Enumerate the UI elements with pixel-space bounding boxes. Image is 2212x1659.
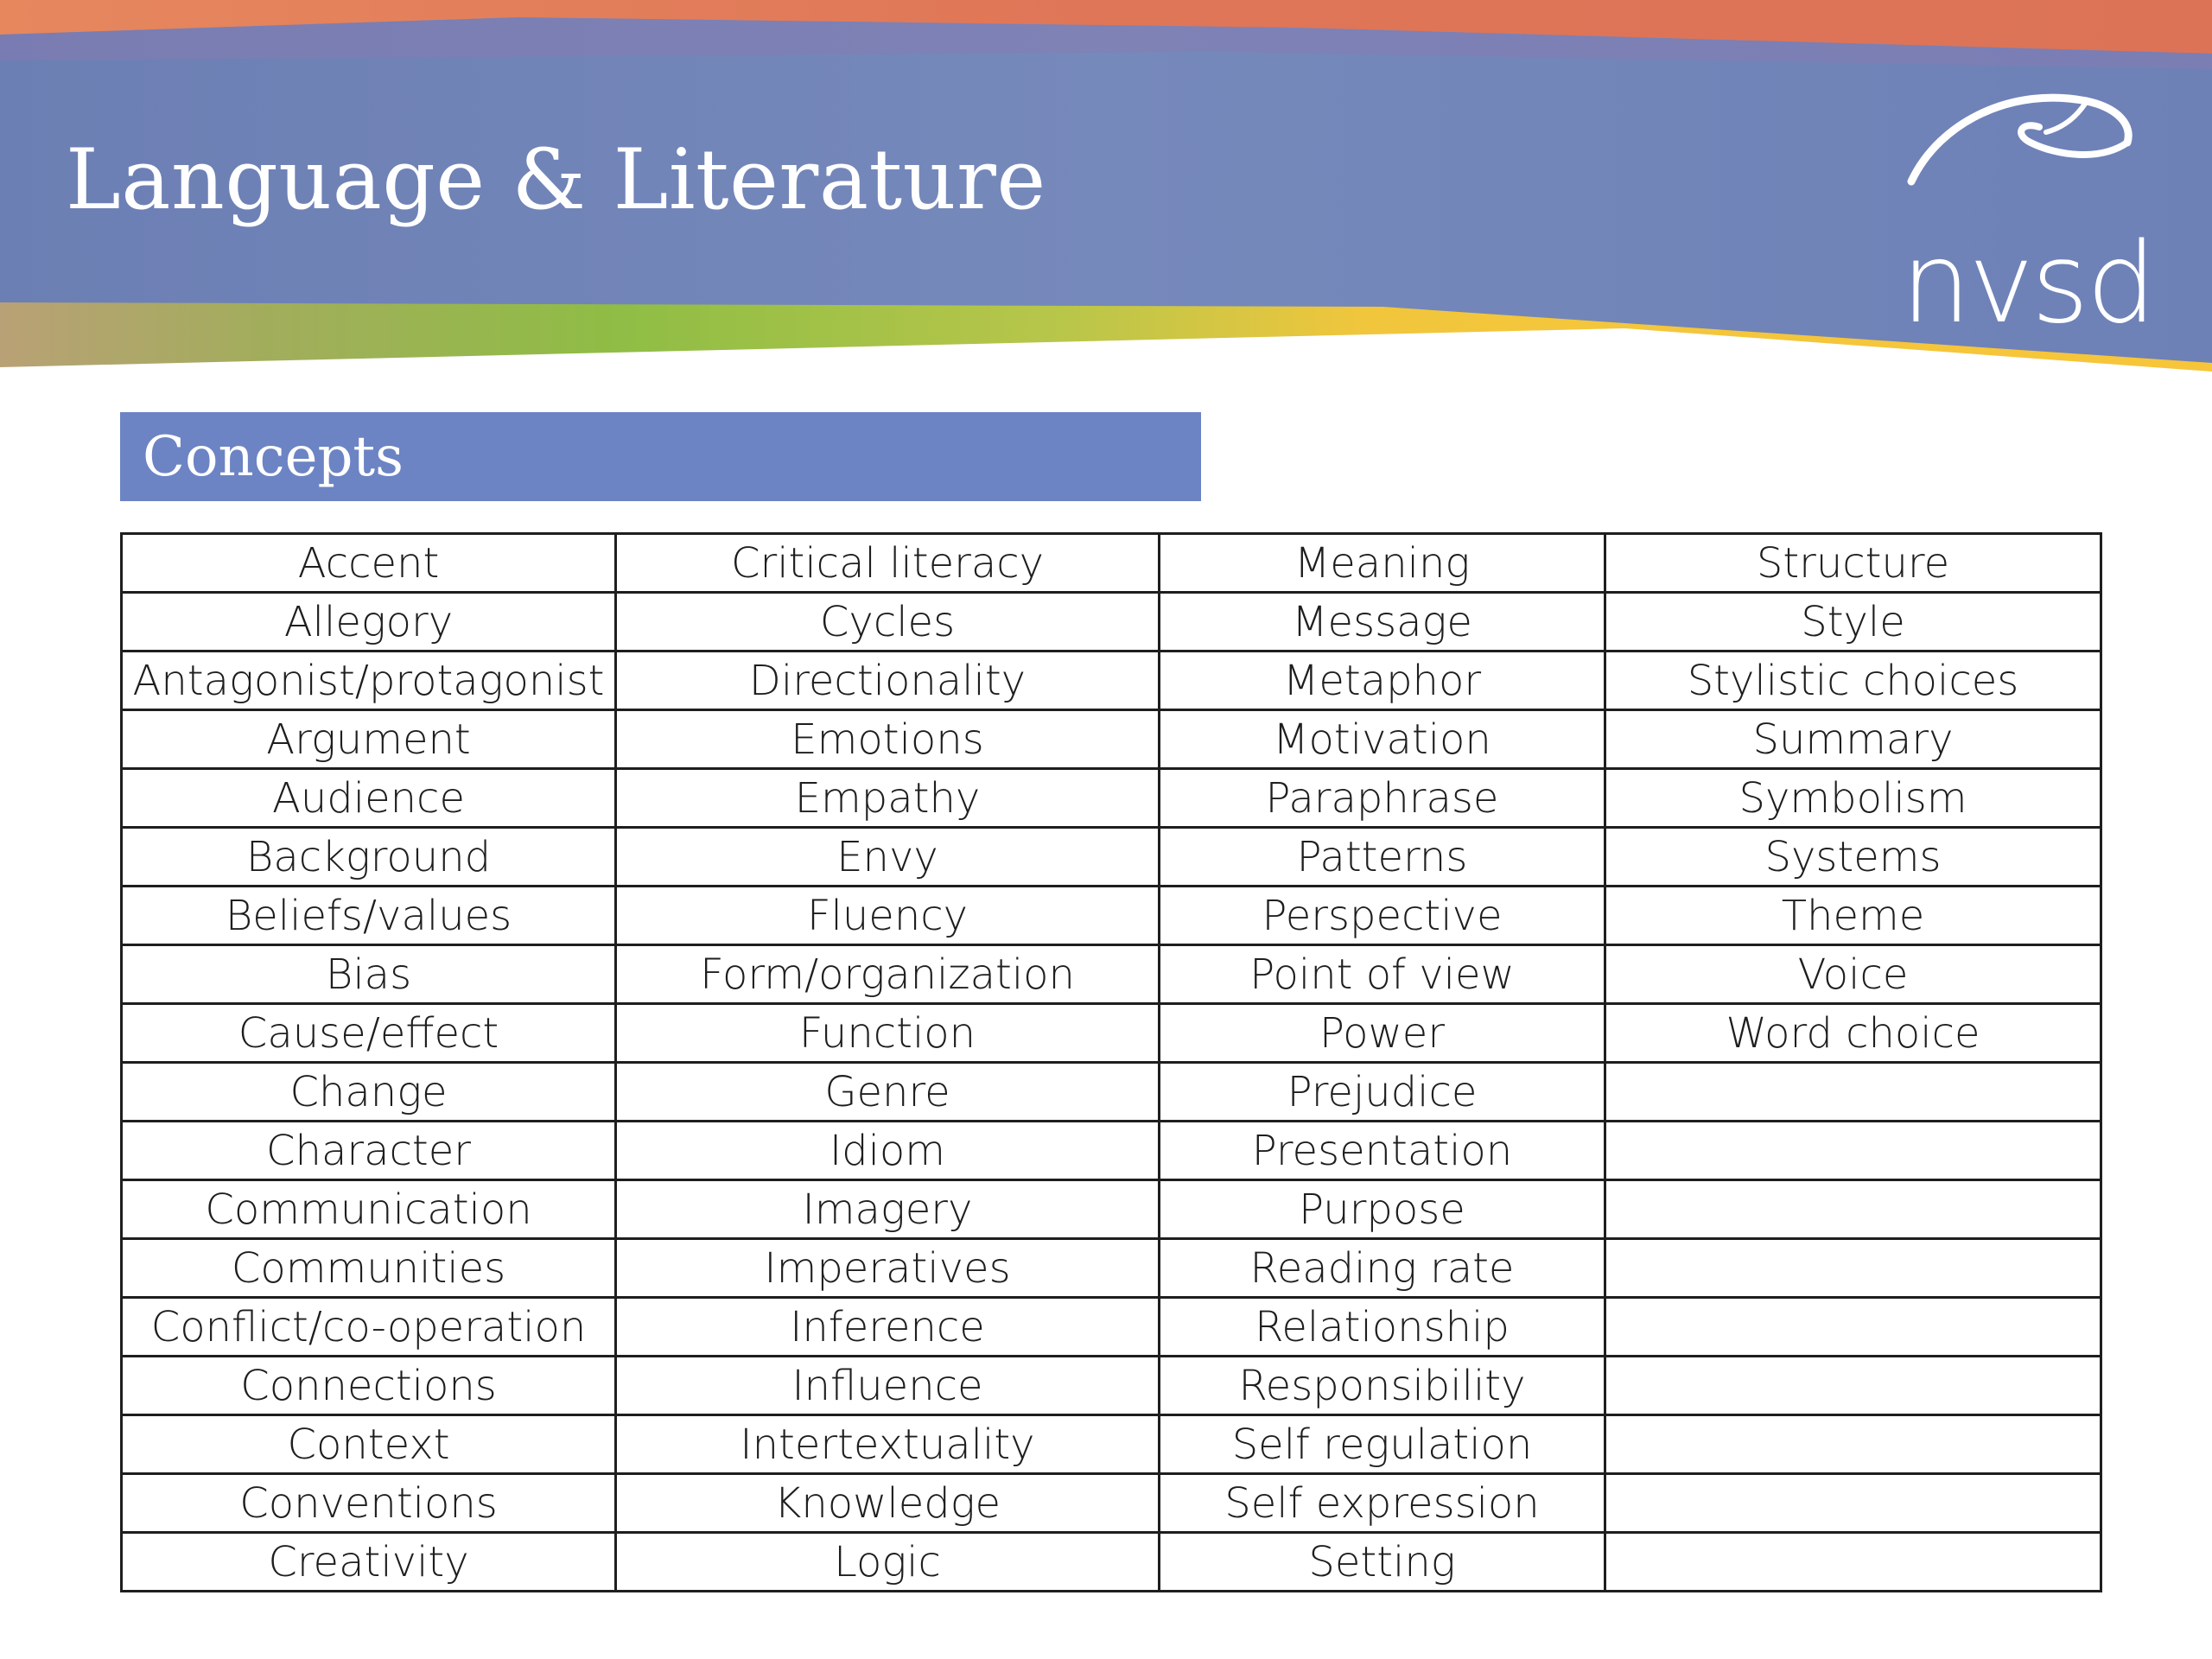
table-cell: Creativity: [122, 1533, 616, 1592]
table-cell: Presentation: [1160, 1122, 1605, 1180]
table-row: [122, 1533, 2101, 1592]
section-title: Concepts: [143, 424, 404, 489]
table-row: [122, 1298, 2101, 1357]
table-row: [122, 1474, 2101, 1533]
table-row: [122, 652, 2101, 710]
table-cell: Influence: [616, 1357, 1160, 1415]
table-cell: Metaphor: [1160, 652, 1605, 710]
table-cell: Envy: [616, 828, 1160, 887]
table-cell: Symbolism: [1605, 769, 2101, 828]
table-cell: [1605, 1533, 2101, 1592]
table-cell: Meaning: [1160, 534, 1605, 593]
table-cell: Inference: [616, 1298, 1160, 1357]
table-cell: [1605, 1180, 2101, 1239]
table-cell: [1605, 1063, 2101, 1122]
table-row: [122, 945, 2101, 1004]
table-cell: Bias: [122, 945, 616, 1004]
table-row: [122, 1415, 2101, 1474]
table-cell: Emotions: [616, 710, 1160, 769]
table-cell: Self regulation: [1160, 1415, 1605, 1474]
table-cell: [1605, 1239, 2101, 1298]
table-cell: Theme: [1605, 887, 2101, 945]
table-cell: Cause/effect: [122, 1004, 616, 1063]
table-cell: Summary: [1605, 710, 2101, 769]
table-cell: Antagonist/protagonist: [122, 652, 616, 710]
table-cell: Beliefs/values: [122, 887, 616, 945]
table-cell: Genre: [616, 1063, 1160, 1122]
table-row: [122, 593, 2101, 652]
table-row: [122, 534, 2101, 593]
table-cell: Fluency: [616, 887, 1160, 945]
table-cell: Purpose: [1160, 1180, 1605, 1239]
table-cell: Directionality: [616, 652, 1160, 710]
table-cell: Knowledge: [616, 1474, 1160, 1533]
table-cell: Responsibility: [1160, 1357, 1605, 1415]
table-cell: Audience: [122, 769, 616, 828]
table-cell: Background: [122, 828, 616, 887]
table-row: [122, 710, 2101, 769]
table-cell: Context: [122, 1415, 616, 1474]
table-row: [122, 1122, 2101, 1180]
table-row: [122, 828, 2101, 887]
table-cell: Function: [616, 1004, 1160, 1063]
table-cell: Imagery: [616, 1180, 1160, 1239]
table-cell: Prejudice: [1160, 1063, 1605, 1122]
table-cell: Structure: [1605, 534, 2101, 593]
table-cell: Allegory: [122, 593, 616, 652]
concepts-table: [120, 532, 2102, 1592]
table-row: [122, 887, 2101, 945]
table-cell: Power: [1160, 1004, 1605, 1063]
table-cell: Character: [122, 1122, 616, 1180]
table-cell: Style: [1605, 593, 2101, 652]
section-header: [120, 412, 1201, 501]
table-cell: Critical literacy: [616, 534, 1160, 593]
table-cell: Self expression: [1160, 1474, 1605, 1533]
page-title: Language & Literature: [66, 131, 1046, 228]
table-row: [122, 1004, 2101, 1063]
table-cell: Message: [1160, 593, 1605, 652]
table-cell: Conflict/co-operation: [122, 1298, 616, 1357]
table-cell: Systems: [1605, 828, 2101, 887]
table-cell: Connections: [122, 1357, 616, 1415]
table-cell: Intertextuality: [616, 1415, 1160, 1474]
logo-wordmark: nvsd: [1901, 219, 2154, 348]
table-cell: Communication: [122, 1180, 616, 1239]
table-cell: Perspective: [1160, 887, 1605, 945]
table-cell: Reading rate: [1160, 1239, 1605, 1298]
table-cell: Patterns: [1160, 828, 1605, 887]
table-row: [122, 1239, 2101, 1298]
table-cell: Word choice: [1605, 1004, 2101, 1063]
table-cell: Accent: [122, 534, 616, 593]
table-row: [122, 769, 2101, 828]
table-cell: Idiom: [616, 1122, 1160, 1180]
table-cell: Change: [122, 1063, 616, 1122]
table-row: [122, 1063, 2101, 1122]
table-cell: [1605, 1122, 2101, 1180]
table-cell: Setting: [1160, 1533, 1605, 1592]
table-cell: Logic: [616, 1533, 1160, 1592]
table-cell: Argument: [122, 710, 616, 769]
table-cell: Communities: [122, 1239, 616, 1298]
table-cell: Paraphrase: [1160, 769, 1605, 828]
table-cell: Point of view: [1160, 945, 1605, 1004]
table-cell: Form/organization: [616, 945, 1160, 1004]
table-cell: [1605, 1474, 2101, 1533]
table-row: [122, 1357, 2101, 1415]
table-cell: Relationship: [1160, 1298, 1605, 1357]
table-row: [122, 1180, 2101, 1239]
table-cell: Conventions: [122, 1474, 616, 1533]
table-cell: [1605, 1298, 2101, 1357]
table-cell: Voice: [1605, 945, 2101, 1004]
table-cell: Empathy: [616, 769, 1160, 828]
table-cell: Stylistic choices: [1605, 652, 2101, 710]
table-cell: Cycles: [616, 593, 1160, 652]
table-cell: Imperatives: [616, 1239, 1160, 1298]
table-cell: [1605, 1357, 2101, 1415]
table-cell: Motivation: [1160, 710, 1605, 769]
table-cell: [1605, 1415, 2101, 1474]
nvsd-logo: [1892, 82, 2154, 348]
